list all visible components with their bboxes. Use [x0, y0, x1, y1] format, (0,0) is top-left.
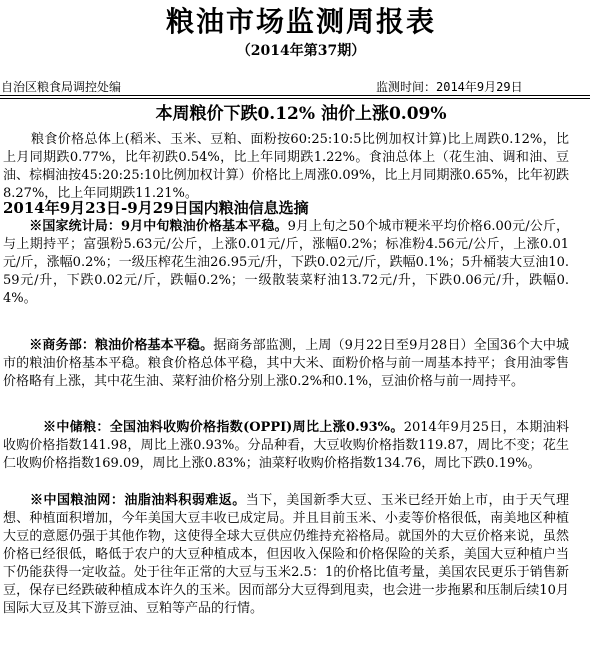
summary-paragraph: 粮食价格总体上(稻米、玉米、豆粕、面粉按60:25:10:5比例加权计算)比上周跌0.12%，比上月同期跌0.77%，比年初跌0.54%，比上年同期跌1.22%。食油总体上（花生油、调和油、豆油、棕榈油按45:20:25:10比例加权计算）价格比上周涨0.09%，比上月同期涨0.65%，比年初跌8.27%，比上年同期跌11.21%。 — [3, 132, 569, 201]
news-item-commerce-ministry — [3, 337, 569, 391]
news-item-china-grain-net — [3, 492, 569, 618]
report-date: 监测时间：2014年9月29日 — [376, 80, 523, 94]
news-item-sinograin — [3, 419, 569, 473]
issue-number: （2014年第37期） — [236, 43, 366, 59]
report-meta — [0, 79, 602, 95]
news-item-body: 据商务部监测，上周（9月22日至9月28日）全国36个大中城市的粮油价格基本平稳。粮食价格总体平稳，其中大米、面粉价格与前一周基本持平；食用油零售价格略有上涨，其中花生油、菜籽油价格分别上涨0.2%和0.1%，豆油价格与前一周持平。 — [3, 338, 569, 389]
divider-bottom — [0, 98, 590, 99]
report-source: 自治区粮食局调控处编 — [1, 80, 122, 94]
news-item-body: 当下，美国新季大豆、玉米已经开始上市，由于天气理想、种植面积增加，今年美国大豆丰收已成定局。并且目前玉米、小麦等价格很低，南美地区种植大豆的意愿仍强于其他作物，这使得全球大豆供应仍维持充裕格局。就国外的大豆价格来说，虽然价格已经很低，略低于农户的大豆种植成本，但因收入保险和价格保险的关系，美国大豆种植户当下仍能获得一定收益。处于往年正常的大豆与玉米2.5：1的价格比值考量，美国农民更乐于销售新豆，保存已经跌破种植成本许久的玉米。因而部分大豆得到甩卖，也会进一步拖累和压制后续10月国际大豆及其下游豆油、豆粕等产品的行情。 — [3, 493, 569, 616]
headline: 本周粮价下跌0.12% 油价上涨0.09% — [155, 104, 447, 124]
section-title: 2014年9月23日-9月29日国内粮油信息选摘 — [3, 199, 309, 217]
news-item-lead: ※商务部：粮油价格基本平稳。 — [3, 338, 214, 353]
news-item-lead: ※中国粮油网：油脂油料积弱难返。 — [3, 493, 246, 508]
news-item-body: 9月上旬之50个城市粳米平均价格6.00元/公斤，与上期持平；富强粉5.63元/公斤，上涨0.01元/斤，涨幅0.2%；标准粉4.56元/公斤，上涨0.01元/斤，涨幅0.2%；一级压榨花生油26.95元/升，下跌0.02元/斤，跌幅0.1%；5升桶装大豆油10.59元/升，下跌0.02元/斤，跌幅0.2%；一级散装菜籽油13.72元/升，下跌0.06元/升，跌幅0.4%。 — [3, 219, 570, 306]
news-item-stats-bureau — [3, 218, 569, 308]
news-item-lead: ※中储粮：全国油料收购价格指数(OPPI)周比上涨0.93%。 — [3, 420, 404, 435]
divider-top — [0, 95, 590, 96]
news-item-body: 2014年9月25日，本期油料收购价格指数141.98，周比上涨0.93%。分品种看，大豆收购价格指数119.87，周比不变；花生仁收购价格指数169.09，周比上涨0.83%；油菜籽收购价格指数134.76，周比下跌0.19%。 — [3, 420, 569, 471]
news-item-lead: ※国家统计局：9月中旬粮油价格基本平稳。 — [3, 219, 288, 234]
report-title: 粮油市场监测周报表 — [165, 5, 436, 38]
